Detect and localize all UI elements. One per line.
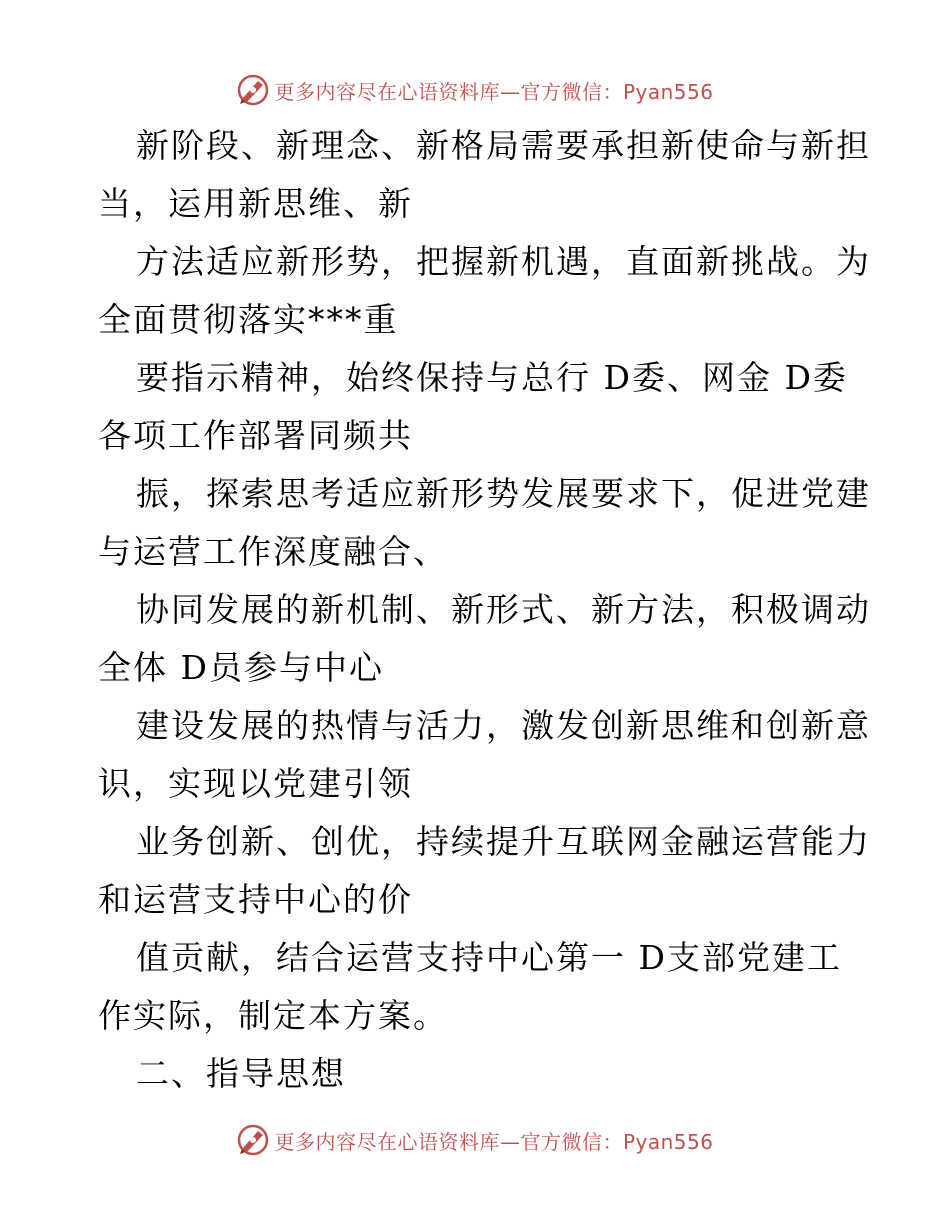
paragraph-line: 要指示精神，始终保持与总行 D委、网金 D委 — [136, 358, 848, 397]
paragraph-line: 新阶段、新理念、新格局需要承担新使命与新担 — [136, 126, 871, 165]
paragraph-line: 作实际，制定本方案。 — [98, 996, 448, 1035]
pen-logo-icon — [236, 73, 270, 107]
pen-logo-icon — [236, 1123, 270, 1157]
watermark-text: 更多内容尽在心语资料库—官方微信：Pyan556 — [274, 1129, 714, 1154]
paragraph-line: 识，实现以党建引领 — [98, 764, 413, 803]
paragraph-line: 方法适应新形势，把握新机遇，直面新挑战。为 — [136, 242, 871, 281]
watermark-footer — [0, 1120, 950, 1160]
paragraph-line: 全体 D员参与中心 — [98, 648, 384, 687]
paragraph-line: 全面贯彻落实***重 — [98, 300, 399, 339]
paragraph-line: 振，探索思考适应新形势发展要求下，促进党建 — [136, 474, 871, 513]
section-heading: 二、指导思想 — [136, 1054, 346, 1093]
paragraph-line: 当，运用新思维、新 — [98, 184, 413, 223]
paragraph-line: 业务创新、创优，持续提升互联网金融运营能力 — [136, 822, 871, 861]
paragraph-line: 值贡献，结合运营支持中心第一 D支部党建工 — [136, 938, 842, 977]
paragraph-line: 协同发展的新机制、新形式、新方法，积极调动 — [136, 590, 871, 629]
paragraph-line: 各项工作部署同频共 — [98, 416, 413, 455]
watermark-header — [0, 70, 950, 110]
paragraph-line: 建设发展的热情与活力，激发创新思维和创新意 — [136, 706, 871, 745]
paragraph-line: 和运营支持中心的价 — [98, 880, 413, 919]
watermark-text: 更多内容尽在心语资料库—官方微信：Pyan556 — [274, 79, 714, 104]
document-body — [98, 117, 871, 1103]
paragraph-line: 与运营工作深度融合、 — [98, 532, 448, 571]
